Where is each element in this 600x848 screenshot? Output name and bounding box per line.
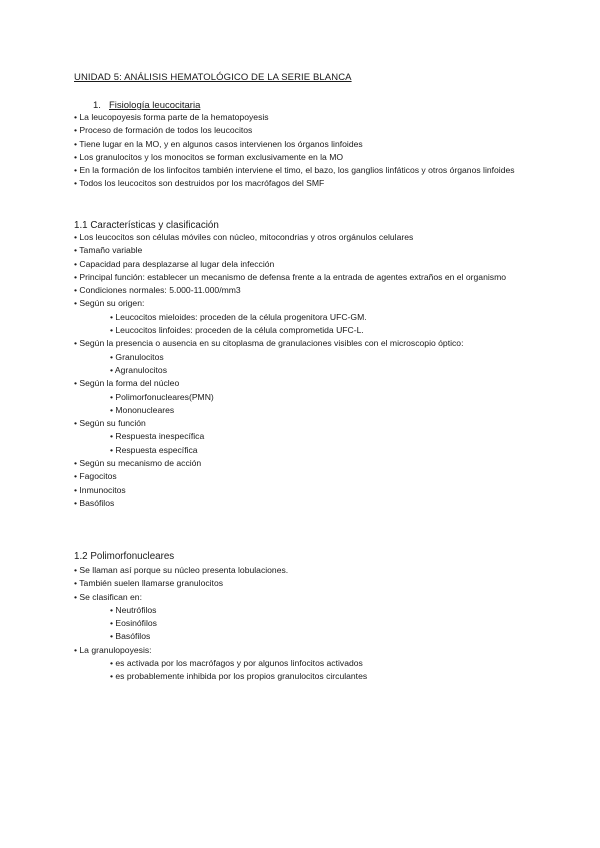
section-1-list: [74, 111, 534, 191]
list-item: • Los granulocitos y los monocitos se forman exclusivamente en la MO: [74, 151, 344, 162]
list-item: • En la formación de los linfocitos también interviene el timo, el bazo, los ganglios linfáticos y otros órganos linfoides: [74, 165, 515, 176]
sub-list-item: • es activada por los macrófagos y por algunos linfocitos activados: [110, 658, 363, 669]
sub-list-item: • Leucocitos linfoides: proceden de la célula comprometida UFC-L.: [110, 325, 364, 336]
list-item: • Principal función: establecer un mecanismo de defensa frente a la entrada de agentes extraños en el organismo: [74, 271, 507, 282]
section-1-2-heading: 1.2 Polimorfonucleares: [74, 551, 175, 562]
list-item: • También suelen llamarse granulocitos: [74, 578, 224, 589]
list-item: • Según su mecanismo de acción: [74, 458, 202, 469]
section-1-1-heading: 1.1 Características y clasificación: [74, 220, 219, 231]
sub-list-item: • Neutrófilos: [110, 604, 157, 615]
list-item: • Según su origen:: [74, 298, 145, 309]
list-item: • Según su función: [74, 418, 146, 429]
list-item: • Fagocitos: [74, 471, 117, 482]
list-item: • Capacidad para desplazarse al lugar dela infección: [74, 258, 275, 269]
list-item: • Inmunocitos: [74, 484, 126, 495]
list-item: • Se clasifican en:: [74, 591, 142, 602]
sub-list-item: • Basófilos: [110, 631, 151, 642]
list-item: • Condiciones normales: 5.000-11.000/mm3: [74, 285, 241, 296]
document-title: UNIDAD 5: ANÁLISIS HEMATOLÓGICO DE LA SERIE BLANCA: [74, 72, 352, 83]
list-item: • Los leucocitos son células móviles con núcleo, mitocondrias y otros orgánulos celulares: [74, 232, 414, 242]
sub-list-item: • Agranulocitos: [110, 364, 167, 375]
list-item: • Basófilos: [74, 497, 115, 508]
list-item: • Se llaman así porque su núcleo presenta lobulaciones.: [74, 565, 289, 575]
section-1-heading-text: Fisiología leucocitaria: [109, 100, 201, 111]
list-item: • La leucopoyesis forma parte de la hematopoyesis: [74, 112, 269, 122]
sub-list-item: • Eosinófilos: [110, 618, 157, 629]
sub-list-item: • es probablemente inhibida por los propios granulocitos circulantes: [110, 671, 368, 682]
section-1-2-list: [74, 564, 534, 684]
section-1-number: 1.: [93, 100, 101, 111]
sub-list-item: • Polimorfonucleares(PMN): [110, 391, 214, 402]
section-1-heading: [93, 100, 200, 111]
list-item: • La granulopoyesis:: [74, 644, 152, 655]
list-item: • Tamaño variable: [74, 245, 143, 256]
list-item: • Según la presencia o ausencia en su citoplasma de granulaciones visibles con el microscopio óptico:: [74, 338, 464, 349]
list-item: • Según la forma del núcleo: [74, 378, 180, 389]
sub-list-item: • Leucocitos mieloides: proceden de la célula progenitora UFC-GM.: [110, 311, 367, 322]
section-1-1-list: [74, 231, 534, 510]
sub-list-item: • Granulocitos: [110, 351, 164, 362]
list-item: • Tiene lugar en la MO, y en algunos casos intervienen los órganos linfoides: [74, 138, 363, 149]
sub-list-item: • Respuesta inespecífica: [110, 431, 205, 442]
sub-list-item: • Mononucleares: [110, 404, 175, 415]
sub-list-item: • Respuesta específica: [110, 444, 198, 455]
list-item: • Todos los leucocitos son destruidos por los macrófagos del SMF: [74, 178, 325, 189]
list-item: • Proceso de formación de todos los leucocitos: [74, 125, 253, 136]
